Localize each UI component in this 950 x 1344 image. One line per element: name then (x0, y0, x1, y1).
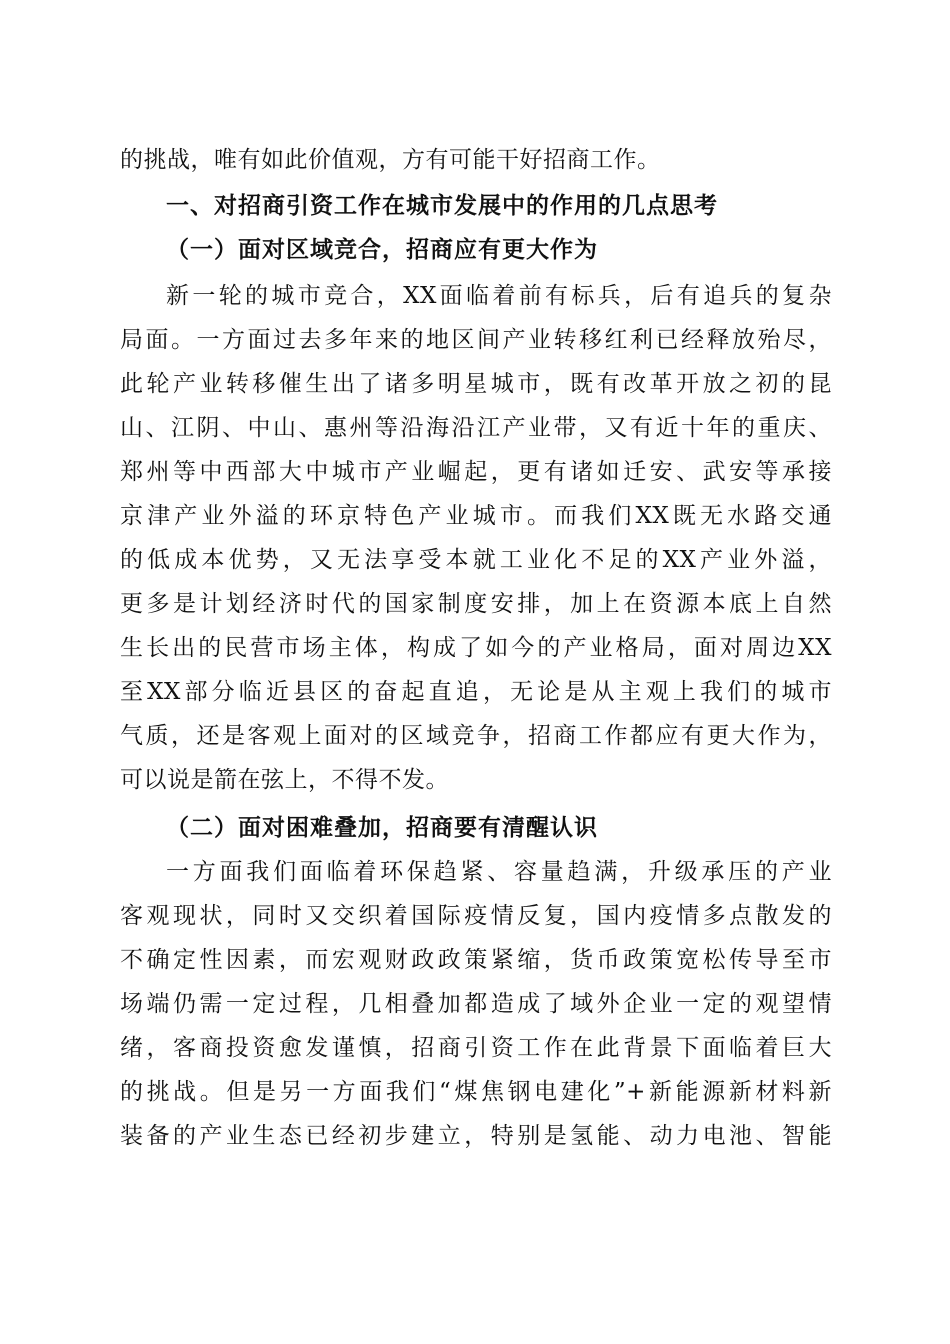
paragraph-line: 的低成本优势，又无法享受本就工业化不足的XX产业外溢， (120, 547, 832, 573)
paragraph-line: 此轮产业转移催生出了诸多明星城市，既有改革开放之初的昆 (120, 371, 832, 397)
paragraph-line: 局面。一方面过去多年来的地区间产业转移红利已经释放殆尽， (120, 327, 832, 353)
paragraph-line: 绪，客商投资愈发谨慎，招商引资工作在此背景下面临着巨大 (120, 1035, 832, 1061)
paragraph-line: 生长出的民营市场主体，构成了如今的产业格局，面对周边XX (120, 635, 832, 661)
subsection-heading: （一）面对区域竞合，招商应有更大作为 (166, 236, 598, 263)
paragraph-line: 郑州等中西部大中城市产业崛起，更有诸如迁安、武安等承接 (120, 459, 832, 485)
paragraph-line: 可以说是箭在弦上，不得不发。 (120, 767, 449, 793)
paragraph-line: 京津产业外溢的环京特色产业城市。而我们XX既无水路交通 (120, 503, 832, 529)
paragraph-line: 的挑战，唯有如此价值观，方有可能干好招商工作。 (120, 147, 661, 173)
paragraph-line: 客观现状，同时又交织着国际疫情反复，国内疫情多点散发的 (120, 903, 832, 929)
paragraph-line: 装备的产业生态已经初步建立，特别是氢能、动力电池、智能 (120, 1123, 832, 1149)
paragraph-line: 山、江阴、中山、惠州等沿海沿江产业带，又有近十年的重庆、 (120, 415, 832, 441)
subsection-heading: （二）面对困难叠加，招商要有清醒认识 (166, 814, 598, 841)
paragraph-line: 场端仍需一定过程，几相叠加都造成了域外企业一定的观望情 (120, 991, 832, 1017)
section-heading: 一、对招商引资工作在城市发展中的作用的几点思考 (166, 193, 718, 219)
paragraph-line: 更多是计划经济时代的国家制度安排，加上在资源本底上自然 (120, 591, 832, 617)
paragraph-line: 不确定性因素，而宏观财政政策紧缩，货币政策宽松传导至市 (120, 947, 832, 973)
paragraph-line: 气质，还是客观上面对的区域竞争，招商工作都应有更大作为， (120, 723, 832, 749)
paragraph-line: 一方面我们面临着环保趋紧、容量趋满，升级承压的产业 (166, 859, 832, 885)
paragraph-line: 的挑战。但是另一方面我们“煤焦钢电建化”+新能源新材料新 (120, 1079, 832, 1105)
paragraph-line: 新一轮的城市竞合，XX面临着前有标兵，后有追兵的复杂 (166, 283, 832, 309)
paragraph-line: 至XX部分临近县区的奋起直追，无论是从主观上我们的城市 (120, 679, 832, 705)
